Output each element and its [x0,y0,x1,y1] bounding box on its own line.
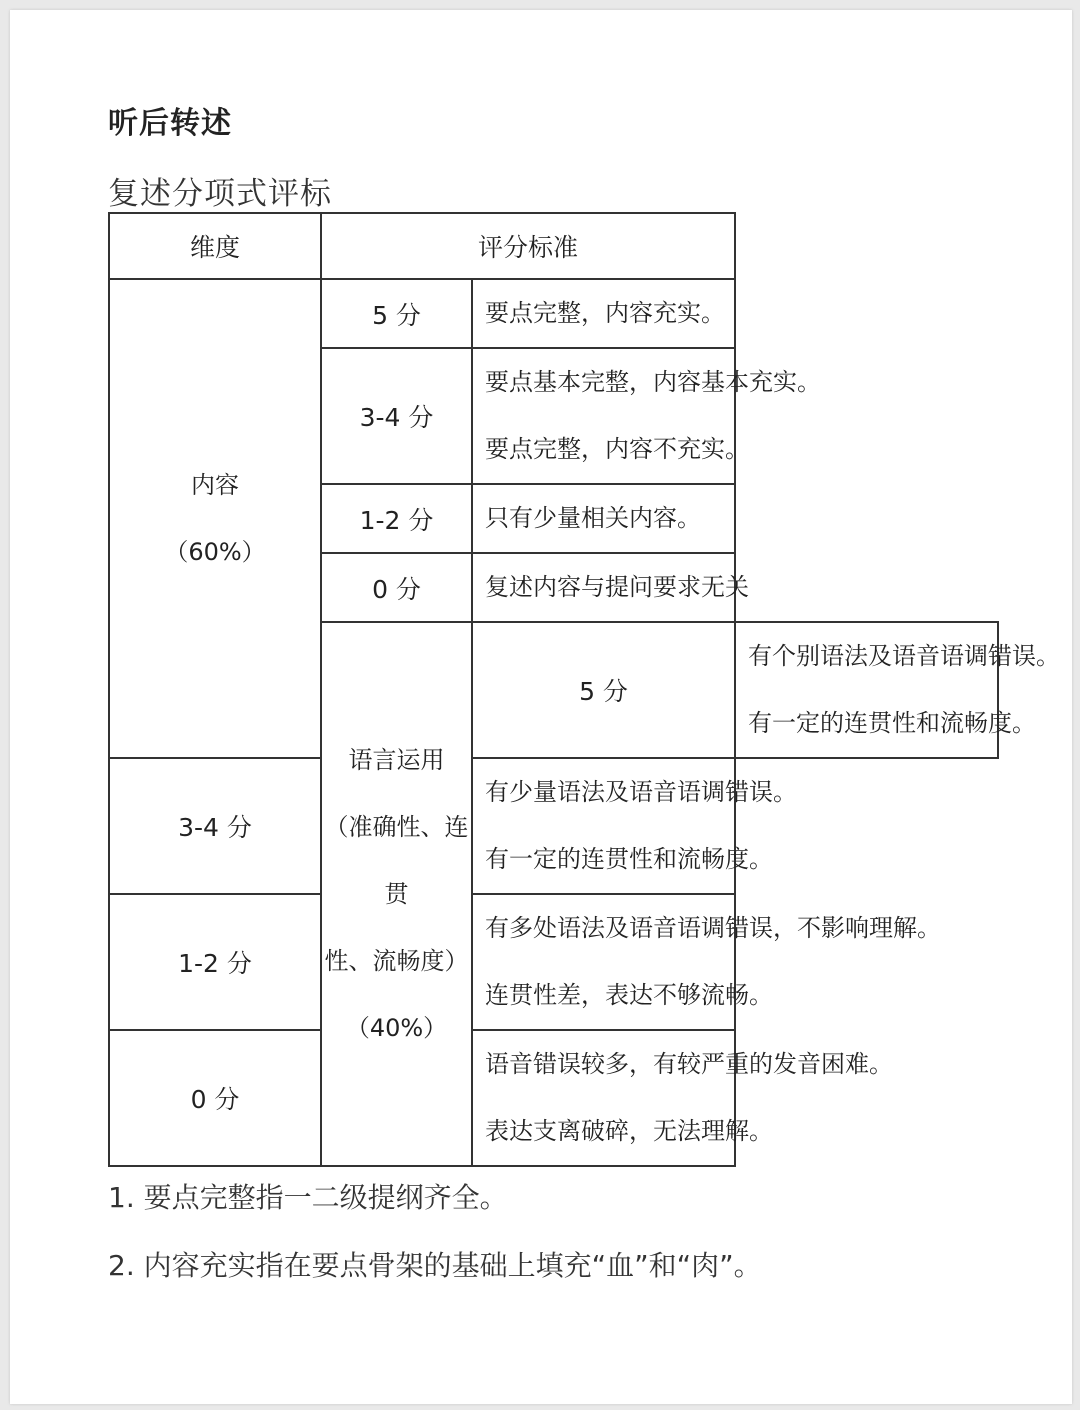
table-row [109,279,998,348]
criteria-cell [735,622,1060,758]
document-subtitle: 复述分项式评标 [108,176,332,212]
note-item: 1. 要点完整指一二级提纲齐全。 [108,1181,508,1214]
criteria-line: 要点完整，内容不充实。 [485,435,749,463]
criteria-line: 有个别语法及语音语调错误。 [748,642,1060,670]
score-cell: 1-2 分 [321,484,472,553]
criteria-line: 语音错误较多，有较严重的发音困难。 [485,1050,893,1078]
table-row [109,1030,998,1166]
criteria-line: 表达支离破碎，无法理解。 [485,1117,773,1145]
criteria-cell [472,348,821,484]
criteria-line: 只有少量相关内容。 [485,504,701,532]
dimension-label: 内容 [191,470,239,499]
table-header-row [109,213,998,279]
criteria-line: 有一定的连贯性和流畅度。 [748,709,1036,737]
criteria-cell [472,758,797,894]
note-item: 2. 内容充实指在要点骨架的基础上填充“血”和“肉”。 [108,1249,762,1282]
dimension-weight: （40%） [345,1013,448,1042]
criteria-cell [472,279,735,348]
criteria-line: 有一定的连贯性和流畅度。 [485,845,773,873]
notes [108,1178,762,1314]
table-row [109,758,998,894]
header-dimension: 维度 [109,213,321,279]
rubric-table [108,212,1060,1167]
criteria-line: 有少量语法及语音语调错误。 [485,778,797,806]
dimension-language [321,622,472,1166]
criteria-cell [472,553,749,622]
criteria-line: 连贯性差，表达不够流畅。 [485,981,773,1009]
score-cell: 3-4 分 [321,348,472,484]
table-row [109,894,998,1030]
dimension-detail: 性、流畅度） [324,946,469,975]
score-cell: 5 分 [321,279,472,348]
document-page [10,10,1072,1404]
criteria-cell [472,1030,893,1166]
dimension-label: 语言运用 [348,745,445,774]
dimension-detail: （准确性、连贯 [324,812,469,908]
criteria-cell [472,484,735,553]
dimension-weight: （60%） [164,537,266,566]
header-criteria: 评分标准 [321,213,735,279]
criteria-cell [472,894,941,1030]
score-cell: 0 分 [109,1030,321,1166]
criteria-line: 有多处语法及语音语调错误，不影响理解。 [485,914,941,942]
document-title: 听后转述 [108,106,232,141]
criteria-line: 要点完整，内容充实。 [485,299,725,327]
dimension-content [109,279,321,758]
score-cell: 0 分 [321,553,472,622]
criteria-line: 复述内容与提问要求无关 [485,573,749,601]
criteria-line: 要点基本完整，内容基本充实。 [485,368,821,396]
score-cell: 5 分 [472,622,735,758]
score-cell: 3-4 分 [109,758,321,894]
score-cell: 1-2 分 [109,894,321,1030]
